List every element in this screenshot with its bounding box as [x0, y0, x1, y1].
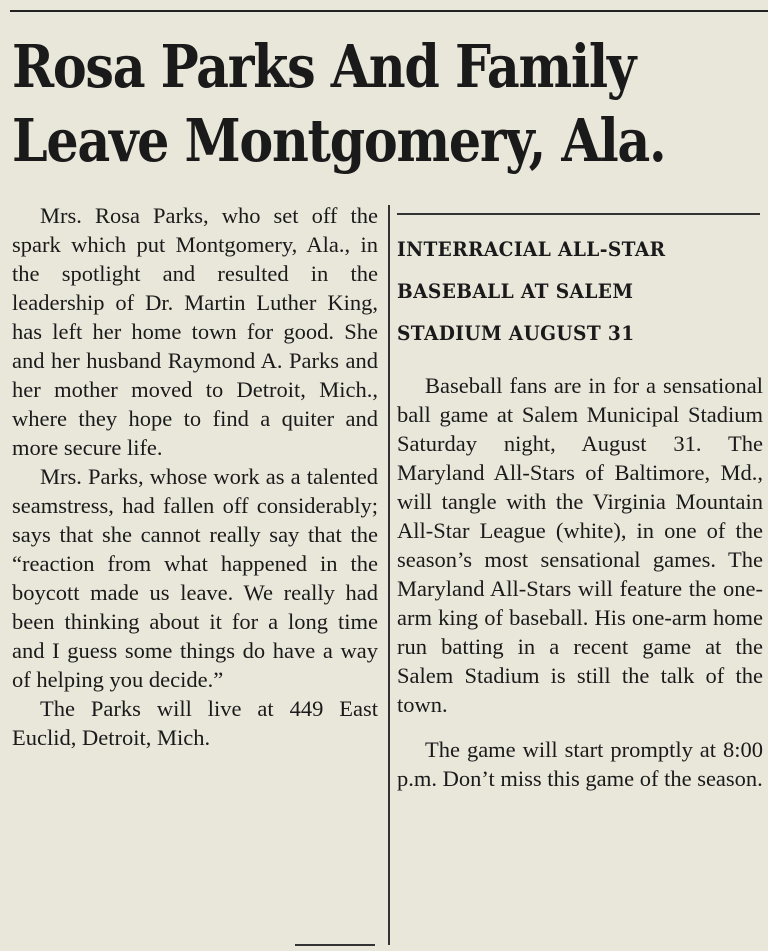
subhead-line-2: BASEBALL AT SALEM	[397, 279, 634, 303]
right-article-paragraph: The game will start promptly at 8:00 p.m. Don’t miss this game of the season.	[397, 737, 763, 791]
headline	[12, 30, 666, 178]
top-rule	[10, 10, 768, 12]
subhead-line-1: INTERRACIAL ALL-STAR	[397, 237, 666, 261]
right-column-rule	[397, 213, 760, 215]
subhead-line-3: STADIUM AUGUST 31	[397, 321, 635, 345]
left-article-paragraph: Mrs. Parks, whose work as a talented seamstress, had fallen off considerably; says that she cannot really say that the “reaction from what happened in the boycott made us leave. We really had been thinking about it for a long time and I guess some things do have a way of helping you decide.”	[12, 464, 378, 692]
left-article-paragraph: Mrs. Rosa Parks, who set off the spark which put Montgomery, Ala., in the spotlight and resulted in the leadership of Dr. Martin Luther King, has left her home town for good. She and her husband Raymond A. Parks and her mother moved to Detroit, Mich., where they hope to find a quiter and more secure life.	[12, 203, 378, 460]
headline-line-2: Leave Montgomery, Ala.	[12, 106, 666, 175]
bottom-rule	[295, 944, 375, 946]
headline-line-1: Rosa Parks And Family	[12, 32, 636, 101]
right-article-body	[397, 371, 763, 809]
right-article-paragraph: Baseball fans are in for a sensational ball game at Salem Municipal Stadium Saturday night, August 31. The Maryland All-Stars of Baltimore, Md., will tangle with the Virginia Mountain All-Star League (white), in one of the season’s most sensational games. The Maryland All-Stars will feature the one-arm king of baseball. His one-arm home run batting in a recent game at the Salem Stadium is still the talk of the town.	[397, 373, 763, 717]
right-article-headline	[397, 228, 737, 354]
left-article-paragraph: The Parks will live at 449 East Euclid, Detroit, Mich.	[12, 696, 378, 750]
column-divider	[388, 205, 390, 945]
left-article	[12, 201, 378, 752]
